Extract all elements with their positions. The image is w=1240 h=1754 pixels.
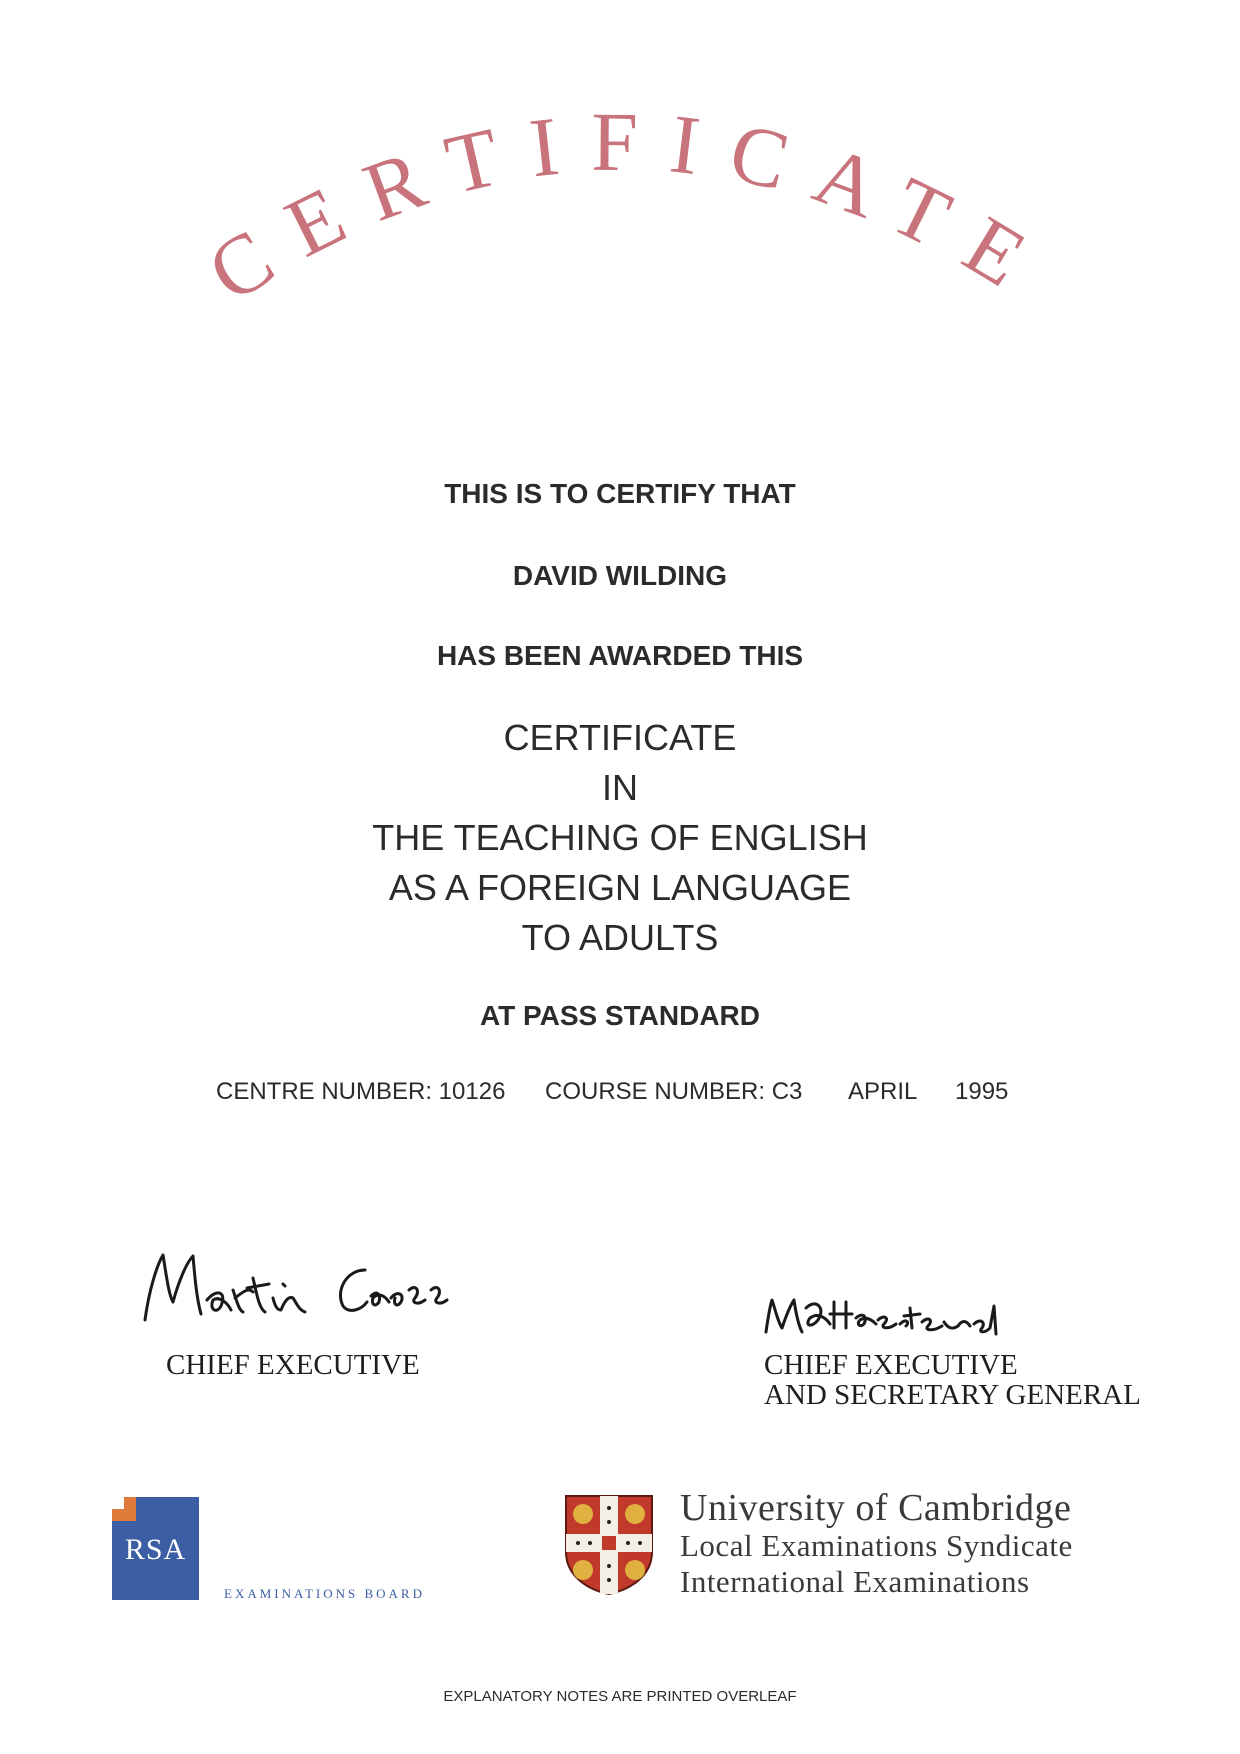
course-number: COURSE NUMBER: C3 bbox=[545, 1078, 803, 1105]
right-signatory-title-line2: AND SECRETARY GENERAL bbox=[764, 1379, 1141, 1411]
cambridge-line2: Local Examinations Syndicate bbox=[680, 1528, 1073, 1563]
right-signatory-title-line1: CHIEF EXECUTIVE bbox=[764, 1349, 1018, 1381]
cambridge-logo-text bbox=[680, 1488, 1073, 1600]
right-signature bbox=[760, 1288, 1020, 1344]
rsa-logo-text: RSA bbox=[124, 1533, 187, 1566]
cambridge-line1: University of Cambridge bbox=[680, 1487, 1072, 1529]
footer-note: EXPLANATORY NOTES ARE PRINTED OVERLEAF bbox=[443, 1688, 797, 1705]
course-title-line: TO ADULTS bbox=[521, 917, 719, 958]
course-title-line: IN bbox=[602, 767, 638, 808]
rsa-logo bbox=[112, 1497, 199, 1600]
course-title-line: THE TEACHING OF ENGLISH bbox=[372, 817, 868, 858]
certificate-title bbox=[0, 0, 1240, 320]
course-title-line: AS A FOREIGN LANGUAGE bbox=[388, 867, 852, 908]
awarded-text: HAS BEEN AWARDED THIS bbox=[436, 640, 804, 671]
award-year: 1995 bbox=[955, 1078, 1009, 1105]
cambridge-crest-icon bbox=[564, 1494, 654, 1596]
cambridge-line3: International Examinations bbox=[680, 1564, 1030, 1599]
rsa-logo-notch bbox=[112, 1497, 124, 1509]
award-month: APRIL bbox=[848, 1078, 918, 1105]
course-title bbox=[0, 713, 1240, 963]
left-signatory-title: CHIEF EXECUTIVE bbox=[166, 1349, 420, 1381]
certify-intro: THIS IS TO CERTIFY THAT bbox=[444, 478, 796, 509]
course-title-line: CERTIFICATE bbox=[503, 717, 737, 758]
recipient-name: DAVID WILDING bbox=[512, 560, 728, 591]
certificate-title-text: CERTIFICATE bbox=[192, 95, 1067, 320]
pass-standard: AT PASS STANDARD bbox=[480, 1000, 760, 1031]
rsa-examinations-board: EXAMINATIONS BOARD bbox=[224, 1586, 425, 1601]
right-signatory-title bbox=[764, 1350, 1141, 1410]
centre-number: CENTRE NUMBER: 10126 bbox=[216, 1078, 506, 1105]
left-signature bbox=[135, 1240, 465, 1330]
